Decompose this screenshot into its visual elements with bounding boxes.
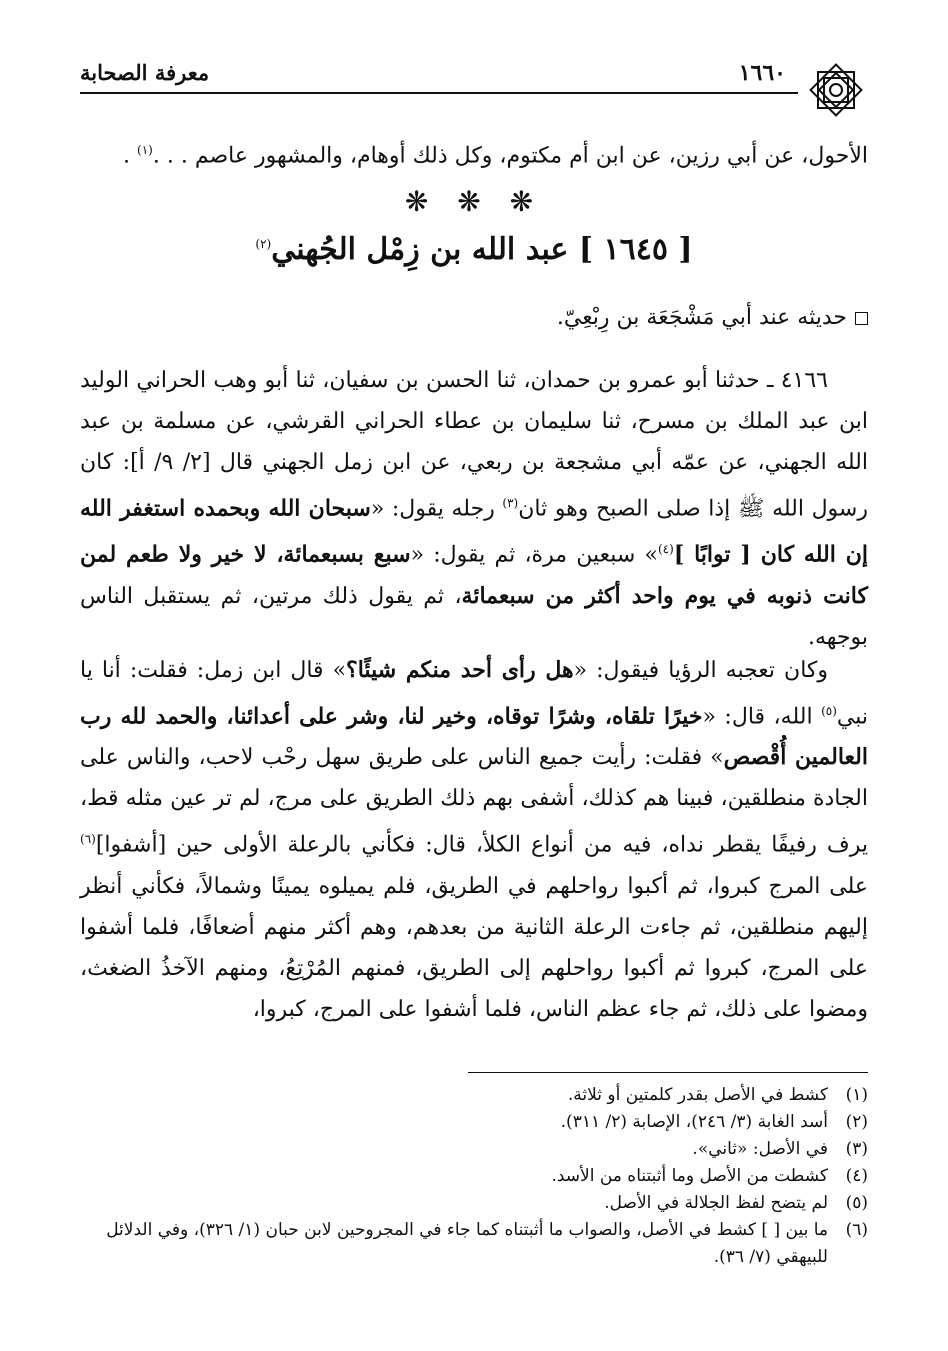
quoted-text: خيرًا تلقاه، وشرًا توقاه، وخير لنا، وشر على أعدائنا، والحمد لله رب العالمين أُقْصص — [80, 703, 868, 771]
footnote-number: (٣) — [845, 1139, 868, 1159]
entry-note-text: حديثه عند أبي مَشْجَعَة بن رِبْعِيّ. — [556, 305, 847, 330]
footnote-text: لم يتضح لفظ الجلالة في الأصل. — [604, 1193, 828, 1213]
footnote-ref: (٦) — [80, 832, 96, 847]
footnote-text: كشط في الأصل بقدر كلمتين أو ثلاثة. — [567, 1085, 828, 1105]
footnote-text: كشطت من الأصل وما أثبتناه من الأسد. — [551, 1166, 828, 1186]
footnote-number: (١) — [845, 1085, 868, 1105]
entry-heading — [80, 232, 868, 267]
footnote — [80, 1163, 868, 1190]
footnote-ref: (٢) — [255, 237, 272, 251]
quoted-text: هل رأى أحد منكم شيئًا؟ — [346, 657, 574, 683]
quoted-text: سبحان الله وبحمده استغفر الله إن الله كان [ توابًا ] — [80, 495, 868, 568]
footnote — [80, 1082, 868, 1109]
intro-end: . — [123, 143, 138, 169]
footnote-ref: (١) — [137, 143, 153, 157]
footnotes — [80, 1082, 868, 1271]
footnote-rule — [468, 1072, 868, 1073]
text-span: » فقلت: رأيت جميع الناس على طريق سهل رحْب لاحب، والناس على الجادة منطلقين، فبينا هم كذلك، أشفى بهم ذلك الطريق على مرج، لم تر عين مثله قط، يرف رفيفًا يقطر نداه، فيه من أنواع الكلأ، قال: فكأني بالرعلة الأولى حين [أشفوا] — [80, 745, 868, 858]
page-number: ١٦٦٠ — [738, 60, 786, 86]
text-span: رجله يقول: « — [370, 496, 503, 522]
footnote — [80, 1136, 868, 1163]
section-separator: ❋ ❋ ❋ — [404, 185, 544, 218]
text-span: على المرج كبروا، ثم أكبوا رواحلهم في الطريق، فلم يميلوه يمينًا وشمالاً، فكأني أنظر إليهم منطلقين، ثم جاءت الرعلة الثانية من بعدهم، وهم أكثر منهم أضعافًا، فلما أشفوا على المرج، كبروا ثم أكبوا رواحلهم إلى الطريق، فمنهم المُرْتِعُ، ومنهم الآخذُ الضغث، ومضوا على ذلك، ثم جاء عظم الناس، فلما أشفوا على المرج، كبروا، — [80, 873, 868, 1022]
footnote-number: (٢) — [845, 1112, 868, 1132]
footnote-ref: (٤) — [657, 542, 674, 557]
footnote — [80, 1217, 868, 1271]
octagram-ornament-icon — [804, 58, 868, 122]
footnote — [80, 1109, 868, 1136]
text-span: » قال ابن زمل: فقلت: أنا يا نبي — [80, 658, 868, 730]
footnote-ref: (٥) — [821, 704, 837, 718]
footnote-number: (٥) — [845, 1193, 868, 1213]
footnote-text: في الأصل: «ثاني». — [692, 1139, 828, 1159]
footnote-ref: (٣) — [502, 496, 519, 510]
text-span: وكان تعجبه الرؤيا فيقول: « — [573, 658, 829, 683]
intro-paragraph — [80, 130, 868, 176]
intro-text: الأحول، عن أبي رزين، عن ابن أم مكتوم، وكل ذلك أوهام، والمشهور عاصم . . . — [152, 143, 868, 169]
text-span: ، ثم يقول ذلك مرتين، ثم يستقبل الناس بوجهه. — [80, 583, 868, 650]
text-span: الله، قال: « — [702, 704, 822, 730]
footnote-text: ما بين [ ] كشط في الأصل، والصواب ما أثبتناه كما جاء في المجروحين لابن حبان (١/ ٣٢٦)، وفي الدلائل للبيهقي (٧/ ٣٦). — [106, 1220, 828, 1267]
hadith-paragraph-1 — [80, 360, 868, 658]
entry-note — [80, 305, 868, 330]
footnote-number: (٤) — [845, 1166, 868, 1186]
page-header — [80, 40, 868, 120]
text-span: ٤١٦٦ ـ حدثنا أبو عمرو بن حمدان، ثنا الحسن بن سفيان، ثنا أبو وهب الحراني الوليد ابن عبد الملك بن مسرح، ثنا سليمان بن عطاء الحراني القرشي، عن مسلمة بن عبد الله الجهني، عن عمّه أبي مشجعة بن ربعي، عن ابن زمل الجهني قال [٢/ ٩/ أ]: كان رسول الله ﷺ إذا صلى الصبح وهو ثان — [80, 368, 869, 522]
text-span: » سبعين مرة، ثم يقول: « — [410, 542, 658, 568]
header-rule — [80, 92, 798, 94]
entry-heading-text: [ ١٦٤٥ ] عبد الله بن زِمْل الجُهني — [271, 232, 693, 267]
hadith-paragraph-2 — [80, 650, 868, 1030]
footnote — [80, 1190, 868, 1217]
footnote-number: (٦) — [845, 1220, 868, 1240]
square-bullet-icon — [855, 312, 868, 325]
footnote-text: أسد الغابة (٣/ ٢٤٦)، الإصابة (٢/ ٣١١). — [560, 1112, 828, 1132]
quoted-text: سبع بسبعمائة، لا خير ولا طعم لمن كانت ذنوبه في يوم واحد أكثر من سبعمائة — [80, 541, 868, 609]
book-title: معرفة الصحابة — [80, 60, 210, 85]
